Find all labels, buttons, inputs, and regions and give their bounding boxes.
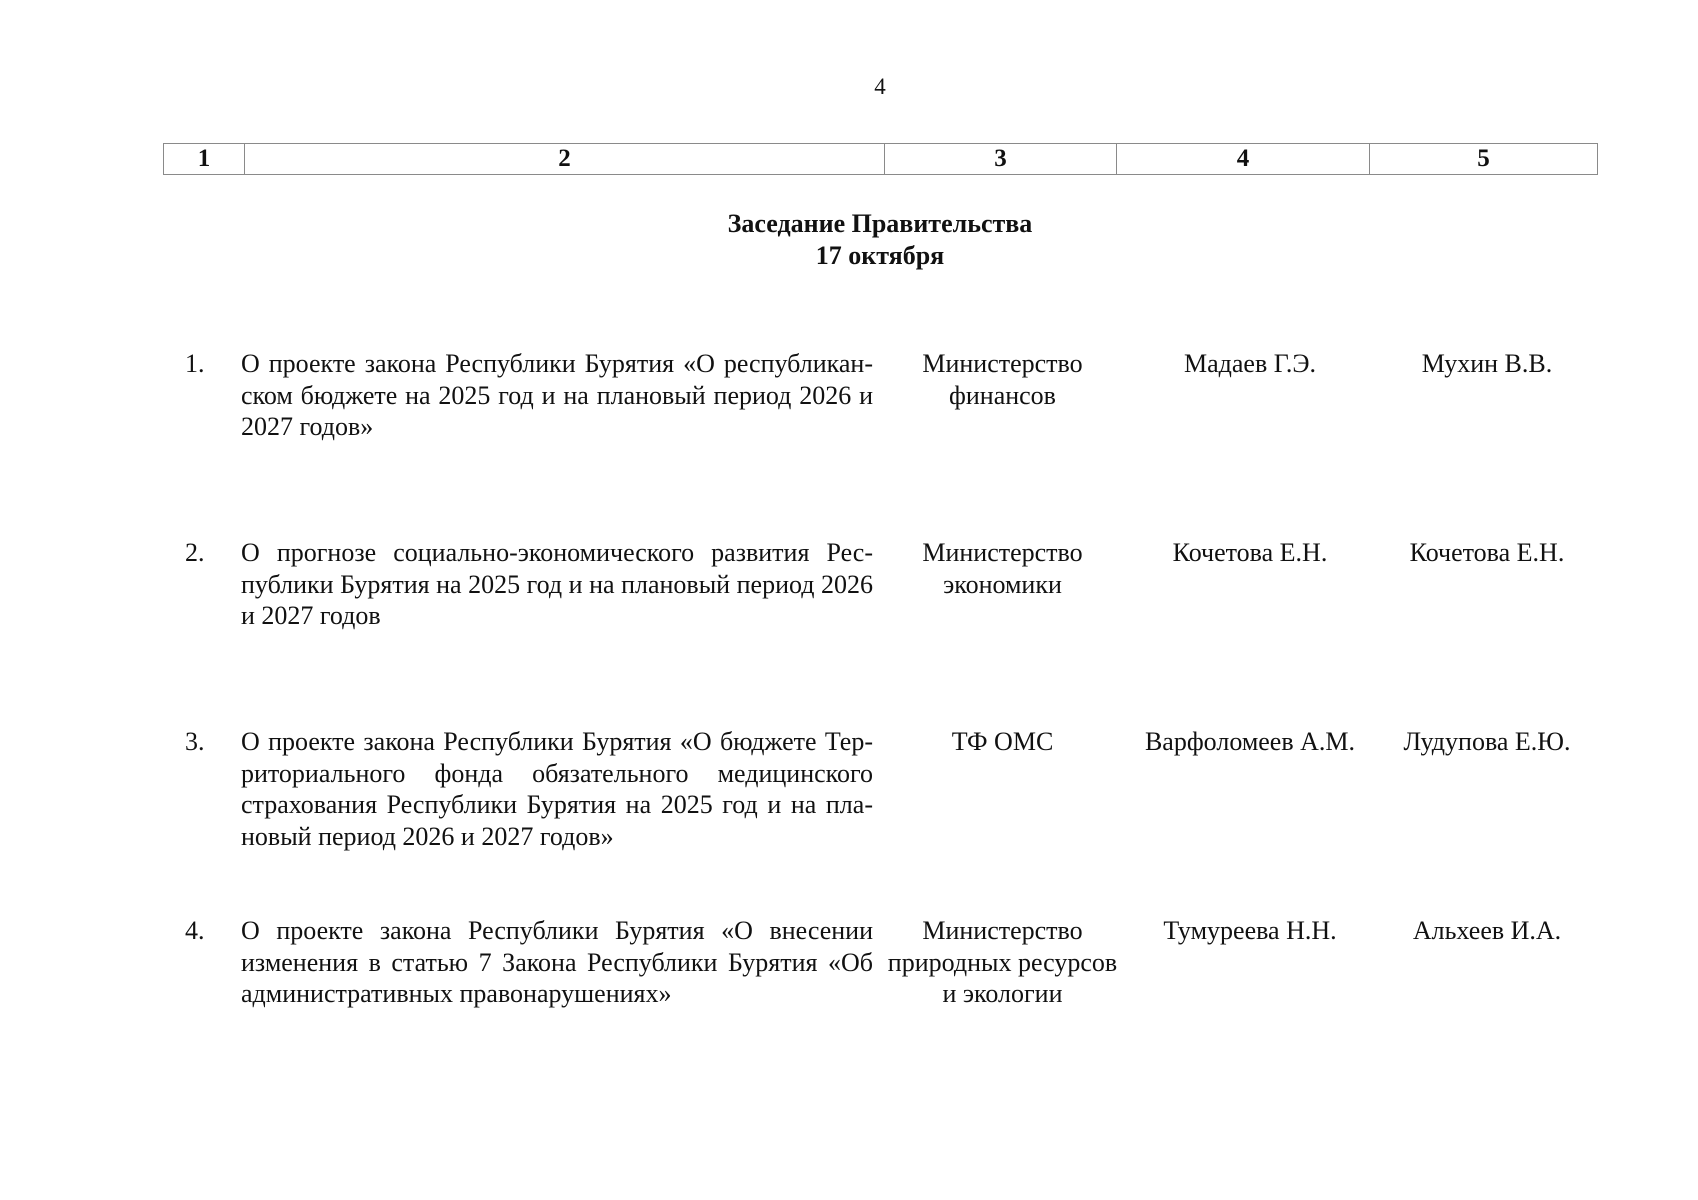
column-header-2: 2 [245,144,885,175]
page-number: 4 [874,74,886,99]
item-topic: О проекте закона Республики Бурятия «О бюджете Территориального фонда обязательного медицинского страхования Республики Бурятия на 2025 год и на плановый период 2026 и 2027 годов» [241,727,873,851]
section-heading [0,208,1698,272]
item-responsible: Кочетова Е.Н. [1172,538,1328,567]
item-number: 4. [185,916,205,945]
item-topic: О проекте закона Республики Бурятия «О внесении изменения в статью 7 Закона Республики Бурятия «Об административных правонарушениях» [241,916,873,1008]
item-speaker: Лудупова Е.Ю. [1403,727,1571,756]
item-number: 1. [185,349,205,378]
item-responsible: Варфоломеев А.М. [1144,727,1356,756]
section-date: 17 октября [815,241,945,270]
item-speaker: Мухин В.В. [1421,349,1553,378]
item-speaker: Альхеев И.А. [1412,916,1562,945]
item-speaker: Кочетова Е.Н. [1409,538,1565,567]
item-organization: Министерство природных ресурсов и экологии [887,916,1118,1008]
item-number: 2. [185,538,205,567]
item-organization: Министерство финансов [922,349,1083,410]
item-topic: О прогнозе социально-экономического развития Республики Бурятия на 2025 год и на плановый период 2026 и 2027 годов [241,538,873,630]
item-number: 3. [185,727,205,756]
column-header-4: 4 [1117,144,1370,175]
item-organization: ТФ ОМС [951,727,1054,756]
column-header-5: 5 [1370,144,1598,175]
item-topic: О проекте закона Республики Бурятия «О республиканском бюджете на 2025 год и на плановый период 2026 и 2027 годов» [241,349,873,441]
item-organization: Министерство экономики [922,538,1083,599]
column-header-row [163,143,1598,175]
section-title: Заседание Правительства [727,209,1033,238]
item-responsible: Тумуреева Н.Н. [1163,916,1337,945]
item-responsible: Мадаев Г.Э. [1183,349,1316,378]
column-header-3: 3 [885,144,1117,175]
column-header-1: 1 [164,144,245,175]
